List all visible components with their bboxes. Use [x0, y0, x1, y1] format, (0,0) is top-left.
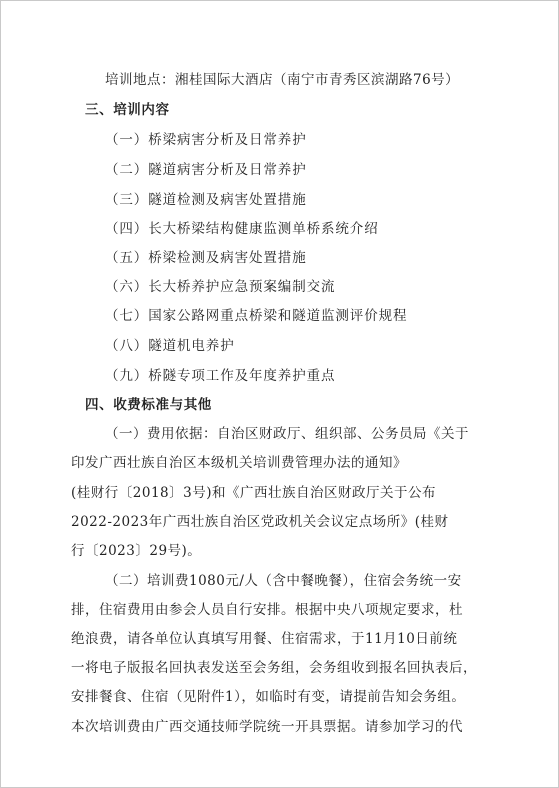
content-item: （一）桥梁病害分析及日常养护 — [105, 132, 307, 148]
paragraph-line: 排，住宿费用由参会人员自行安排。根据中央八项规定要求，杜 — [71, 602, 463, 618]
content-item: （九）桥隧专项工作及年度养护重点 — [105, 368, 336, 384]
section-heading-training-content: 三、培训内容 — [85, 102, 170, 118]
paragraph-line: 安排餐食、住宿（见附件1），如临时有变，请提前告知会务组。 — [71, 689, 466, 705]
paragraph-line: (桂财行〔2018〕3号)和《广西壮族自治区财政厅关于公布 — [71, 485, 436, 501]
content-item: （四）长大桥梁结构健康监测单桥系统介绍 — [105, 221, 379, 237]
paragraph-line: 绝浪费，请各单位认真填写用餐、住宿需求，于11月10日前统 — [71, 631, 458, 647]
training-venue: 培训地点：湘桂国际大酒店（南宁市青秀区滨湖路76号） — [105, 72, 460, 88]
content-item: （八）隧道机电养护 — [105, 338, 235, 354]
content-item: （五）桥梁检测及病害处置措施 — [105, 250, 307, 266]
section-heading-fees: 四、收费标准与其他 — [85, 397, 212, 413]
content-item: （六）长大桥养护应急预案编制交流 — [105, 279, 336, 295]
content-item: （七）国家公路网重点桥梁和隧道监测评价规程 — [105, 308, 408, 324]
paragraph-line: 一将电子版报名回执表发送至会务组，会务组收到报名回执表后， — [71, 660, 477, 676]
paragraph-line: 本次培训费由广西交通技师学院统一开具票据。请参加学习的代 — [71, 719, 463, 735]
paragraph-line: 2022-2023年广西壮族自治区党政机关会议定点场所》(桂财 — [71, 514, 449, 530]
paragraph-line: 印发广西壮族自治区本级机关培训费管理办法的通知》 — [71, 455, 407, 471]
content-item: （三）隧道检测及病害处置措施 — [105, 192, 307, 208]
paragraph-line: 行〔2023〕29号)。 — [71, 543, 202, 559]
paragraph-line: （二）培训费1080元/人（含中餐晚餐），住宿会务统一安 — [105, 573, 462, 589]
paragraph-line: （一）费用依据：自治区财政厅、组织部、公务员局《关于 — [105, 426, 469, 442]
content-item: （二）隧道病害分析及日常养护 — [105, 162, 307, 178]
